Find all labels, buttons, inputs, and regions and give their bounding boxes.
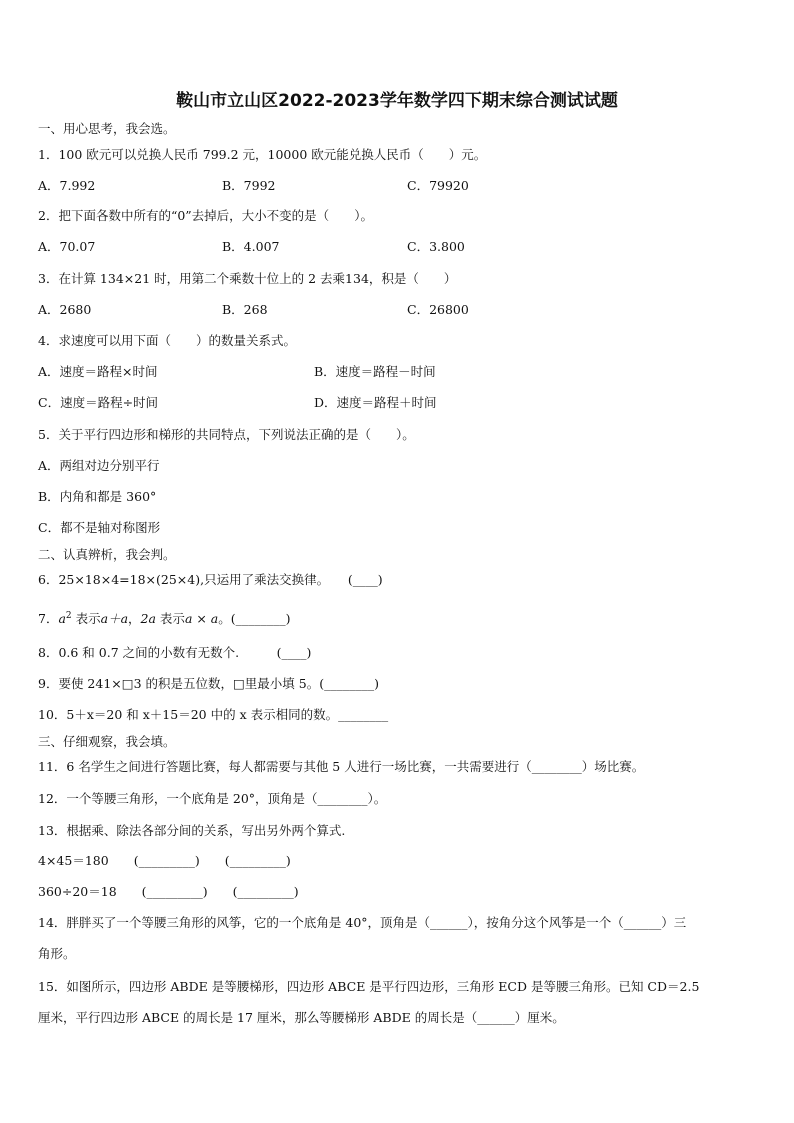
- question-13-line-a: 4×45＝180 (_________) (_________): [38, 853, 291, 868]
- q3-option-a: A．2680: [38, 302, 92, 317]
- question-1: 1．100 欧元可以兑换人民币 799.2 元，10000 欧元能兑换人民币（ ）元。: [38, 147, 487, 162]
- q5-option-b: B．内角和都是 360°: [38, 489, 157, 504]
- q7-text-2: ，: [128, 611, 141, 627]
- q2-option-b: B．4.007: [222, 239, 280, 254]
- question-14: 14．胖胖买了一个等腰三角形的风筝，它的一个底角是 40°，顶角是（______），按角分这个风筝是一个（______）三: [38, 915, 687, 930]
- q4-option-c: C．速度＝路程÷时间: [38, 395, 159, 410]
- q4-option-d: D．速度＝路程＋时间: [314, 395, 437, 410]
- q7-exponent: 2: [65, 611, 72, 621]
- q7-text-end: 。(________): [218, 611, 291, 627]
- question-13: 13．根据乘、除法各部分间的关系，写出另外两个算式.: [38, 823, 346, 838]
- q7-var-a: a: [58, 611, 66, 627]
- q2-option-c: C．3.800: [407, 239, 465, 254]
- question-11: 11．6 名学生之间进行答题比赛，每人都需要与其他 5 人进行一场比赛，一共需要进行（________）场比赛。: [38, 759, 645, 774]
- question-2: 2．把下面各数中所有的“0”去掉后，大小不变的是（ ）。: [38, 208, 373, 223]
- q5-option-a: A．两组对边分别平行: [38, 458, 160, 473]
- q3-option-c: C．26800: [407, 302, 469, 317]
- question-14-cont: 角形。: [38, 946, 76, 961]
- question-15-cont: 厘米，平行四边形 ABCE 的周长是 17 厘米，那么等腰梯形 ABDE 的周长是（______）厘米。: [38, 1010, 565, 1025]
- q5-option-c: C．都不是轴对称图形: [38, 520, 161, 535]
- question-7: [38, 607, 291, 628]
- q7-expr-2a: 2a: [140, 611, 156, 627]
- question-9: 9．要使 241×□3 的积是五位数，□里最小填 5。(________): [38, 676, 379, 691]
- q7-expr-1: a＋a: [100, 611, 129, 627]
- q7-number: 7．: [38, 611, 59, 627]
- q1-option-c: C．79920: [407, 178, 469, 193]
- question-15: 15．如图所示，四边形 ABDE 是等腰梯形，四边形 ABCE 是平行四边形，三角形 ECD 是等腰三角形。已知 CD＝2.5: [38, 979, 700, 994]
- q3-option-b: B．268: [222, 302, 268, 317]
- q2-option-a: A．70.07: [38, 239, 96, 254]
- section-heading-1: 一、用心思考，我会选。: [38, 121, 176, 136]
- q7-expr-2: a × a: [184, 611, 219, 627]
- question-6: 6．25×18×4=18×(25×4),只运用了乘法交换律。 (____): [38, 572, 383, 587]
- q4-option-a: A．速度＝路程×时间: [38, 364, 158, 379]
- section-heading-3: 三、仔细观察，我会填。: [38, 734, 176, 749]
- question-12: 12．一个等腰三角形，一个底角是 20°，顶角是（________）。: [38, 791, 387, 806]
- page-title: 鞍山市立山区2022-2023学年数学四下期末综合测试试题: [176, 91, 618, 111]
- question-10: 10．5＋x＝20 和 x＋15＝20 中的 x 表示相同的数。________: [38, 707, 389, 722]
- section-heading-2: 二、认真辨析，我会判。: [38, 547, 176, 562]
- q7-text-1: 表示: [71, 611, 101, 627]
- question-8: 8．0.6 和 0.7 之间的小数有无数个. (____): [38, 645, 312, 660]
- question-4: 4．求速度可以用下面（ ）的数量关系式。: [38, 333, 296, 348]
- q1-option-a: A．7.992: [38, 178, 96, 193]
- question-3: 3．在计算 134×21 时，用第二个乘数十位上的 2 去乘134，积是（ ）: [38, 271, 457, 286]
- q1-option-b: B．7992: [222, 178, 276, 193]
- question-5: 5．关于平行四边形和梯形的共同特点，下列说法正确的是（ ）。: [38, 427, 415, 442]
- question-13-line-b: 360÷20＝18 (_________) (_________): [38, 884, 299, 899]
- q7-text-3: 表示: [155, 611, 185, 627]
- q4-option-b: B．速度＝路程－时间: [314, 364, 436, 379]
